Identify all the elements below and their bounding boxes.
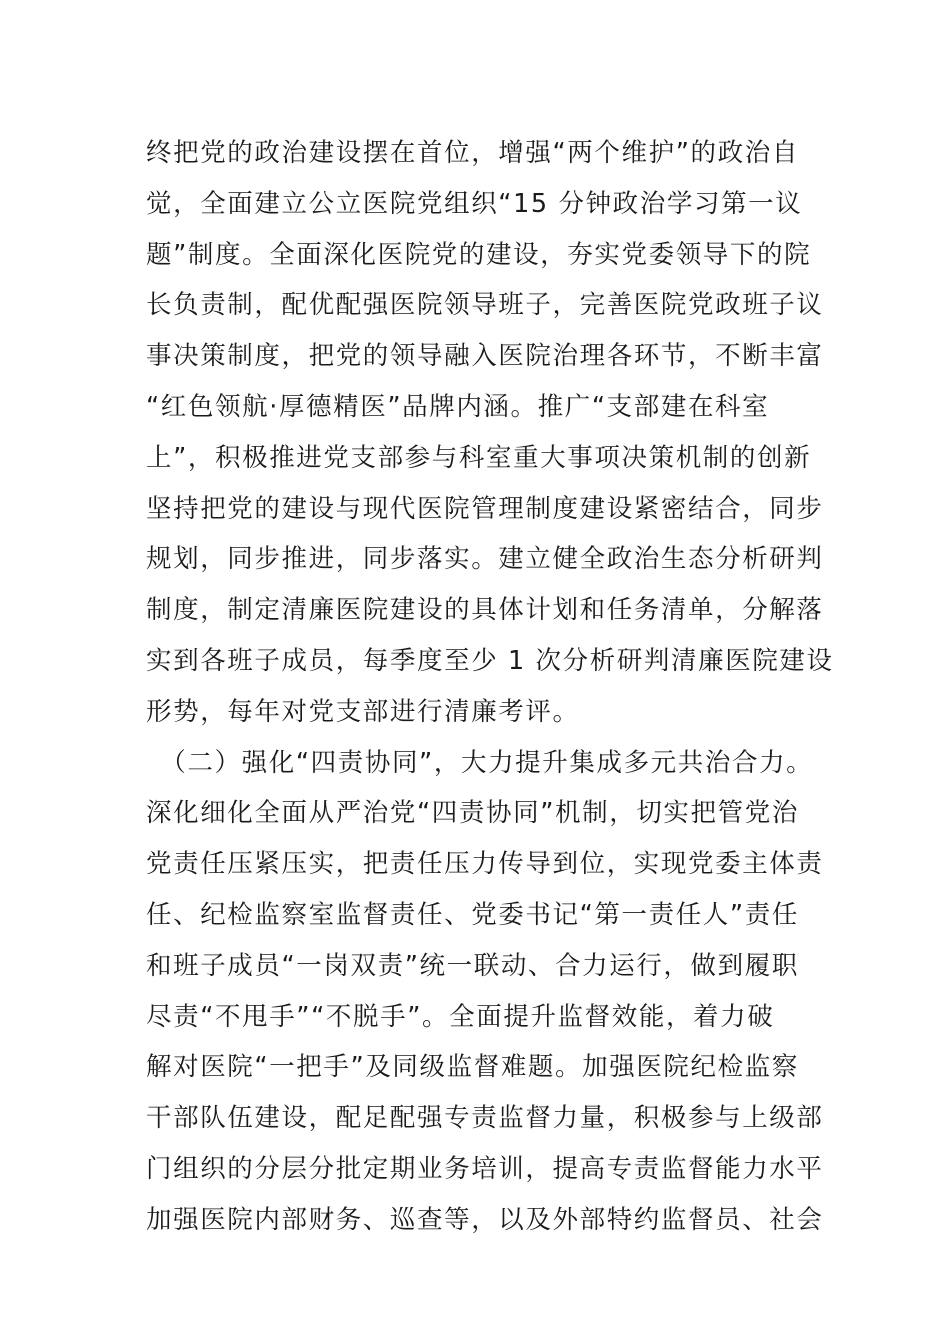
text-line: 党责任压紧压实，把责任压力传导到位，实现党委主体责 (146, 849, 824, 880)
text-line: 和班子成员“一岗双责”统一联动、合力运行，做到履职 (146, 950, 799, 981)
text-line: 终把党的政治建设摆在首位，增强“两个维护”的政治自 (146, 138, 799, 168)
text-line: “红色领航·厚德精医”品牌内涵。推广“支部建在科室 (146, 391, 770, 422)
text-line: 上”，积极推进党支部参与科室重大事项决策机制的创新 (146, 442, 812, 473)
body-text (146, 128, 846, 1246)
text-line: 任、纪检监察室监督责任、党委书记“第一责任人”责任 (146, 899, 799, 930)
text-line: 加强医院内部财务、巡查等，以及外部特约监督员、社会 (146, 1204, 824, 1235)
text-line: 干部队伍建设，配足配强专责监督力量，积极参与上级部 (146, 1103, 824, 1134)
section-heading-line: （二）强化“四责协同”，大力提升集成多元共治合力。 (146, 747, 814, 778)
text-line: 形势，每年对党支部进行清廉考评。 (146, 696, 580, 727)
text-line: 长负责制，配优配强医院领导班子，完善医院党政班子议 (146, 290, 824, 321)
text-line: 事决策制度，把党的领导融入医院治理各环节，不断丰富 (146, 341, 824, 372)
text-line: 解对医院“一把手”及同级监督难题。加强医院纪检监察 (146, 1052, 799, 1083)
text-line: 尽责“不甩手”“不脱手”。全面提升监督效能，着力破 (146, 1001, 775, 1032)
text-line: 觉，全面建立公立医院党组织“15 分钟政治学习第一议 (146, 188, 803, 219)
text-line: 实到各班子成员，每季度至少 1 次分析研判清廉医院建设 (146, 645, 834, 676)
text-line: 门组织的分层分批定期业务培训，提高专责监督能力水平 (146, 1153, 824, 1184)
text-line: 深化细化全面从严治党“四责协同”机制，切实把管党治 (146, 798, 799, 829)
text-line: 规划，同步推进，同步落实。建立健全政治生态分析研判 (146, 544, 824, 575)
text-line: 制度，制定清廉医院建设的具体计划和任务清单，分解落 (146, 595, 824, 626)
text-line: 题”制度。全面深化医院党的建设，夯实党委领导下的院 (146, 239, 812, 270)
text-line: 坚持把党的建设与现代医院管理制度建设紧密结合，同步 (146, 493, 824, 524)
